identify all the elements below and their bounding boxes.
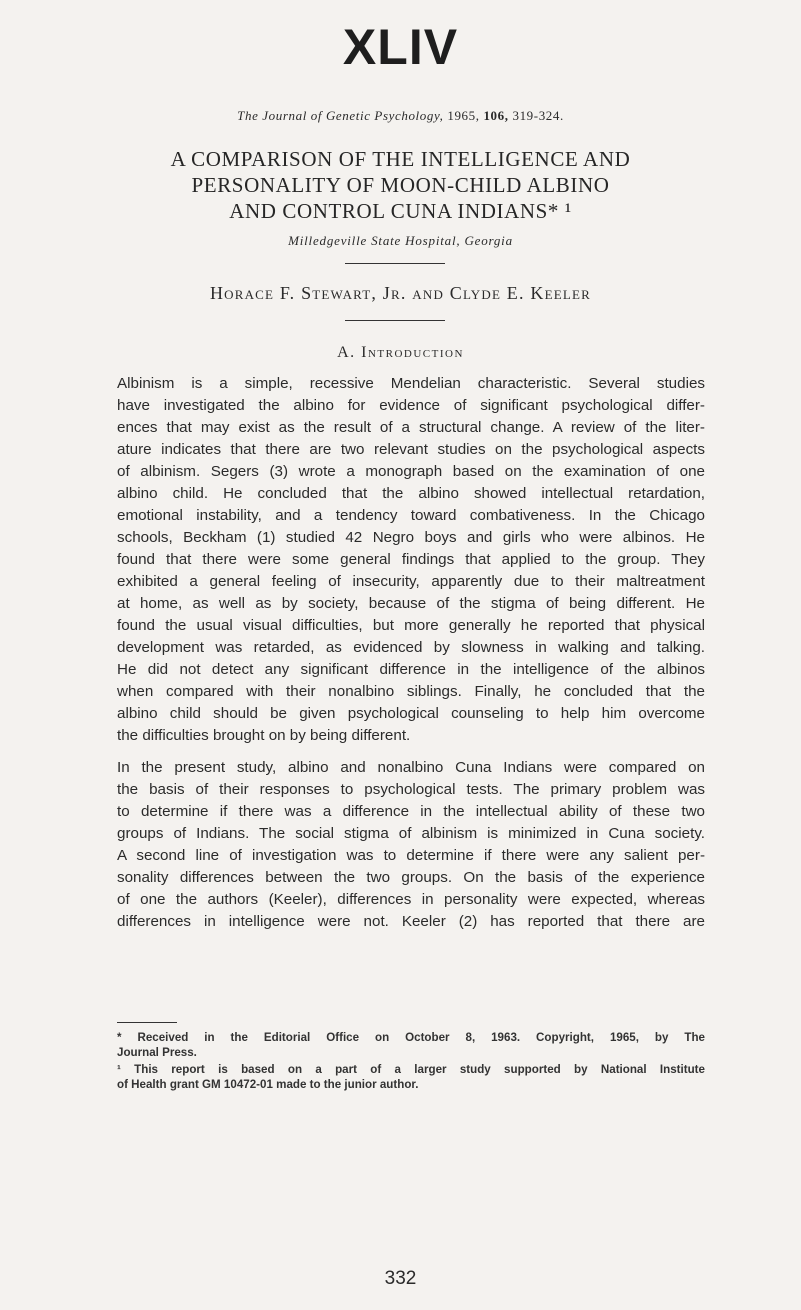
body-line: ature indicates that there are two relevant studies on the psychological aspects — [117, 441, 705, 458]
author-divider — [345, 320, 445, 321]
journal-volume: 106, — [483, 108, 509, 123]
body-line: found the usual visual difficulties, but more generally he reported that physical — [117, 617, 705, 634]
footnote-divider — [117, 1022, 177, 1023]
body-line: albino child. He concluded that the albino showed intellectual retardation, — [117, 485, 705, 502]
body-line: exhibited a general feeling of insecurity, apparently due to their maltreatment — [117, 573, 705, 590]
body-line: A second line of investigation was to determine if there were any salient per- — [117, 847, 705, 864]
page-number: 332 — [384, 1268, 417, 1289]
body-line: emotional instability, and a tendency toward combativeness. In the Chicago — [117, 507, 705, 524]
body-line: He did not detect any significant difference in the intelligence of the albinos — [117, 661, 705, 678]
body-line: Albinism is a simple, recessive Mendelian characteristic. Several studies — [117, 375, 705, 392]
journal-year: 1965, — [447, 108, 480, 123]
body-line: ences that may exist as the result of a structural change. A review of the liter- — [117, 419, 705, 436]
title-divider — [345, 263, 445, 264]
body-line: groups of Indians. The social stigma of albinism is minimized in Cuna society. — [117, 825, 705, 842]
article-title — [100, 146, 701, 224]
title-line: A COMPARISON OF THE INTELLIGENCE AND — [170, 147, 631, 171]
title-line: AND CONTROL CUNA INDIANS* ¹ — [229, 199, 572, 223]
body-line: albino child should be given psychological counseling to help him overcome — [117, 705, 705, 722]
footnote-line: * Received in the Editorial Office on October 8, 1963. Copyright, 1965, by The — [117, 1031, 705, 1044]
body-line: of albinism. Segers (3) wrote a monograph based on the examination of one — [117, 463, 705, 480]
body-line: at home, as well as by society, because of the stigma of being different. He — [117, 595, 705, 612]
body-line: of one the authors (Keeler), differences in personality were expected, whereas — [117, 891, 705, 908]
author-names: Horace F. Stewart, Jr. and Clyde E. Keeler — [209, 283, 592, 303]
volume-roman-numeral: XLIV — [342, 19, 459, 75]
footnote-line: of Health grant GM 10472-01 made to the junior author. — [117, 1078, 419, 1091]
body-line: to determine if there was a difference in the intellectual ability of these two — [117, 803, 705, 820]
journal-citation — [0, 108, 801, 124]
body-line: development was retarded, as evidenced by slowness in walking and talking. — [117, 639, 705, 656]
body-line: In the present study, albino and nonalbino Cuna Indians were compared on — [117, 759, 705, 776]
body-line: schools, Beckham (1) studied 42 Negro boys and girls who were albinos. He — [117, 529, 705, 546]
footnote-line: ¹ This report is based on a part of a larger study supported by National Institute — [117, 1063, 705, 1076]
body-line: have investigated the albino for evidence of significant psychological differ- — [117, 397, 705, 414]
body-line: differences in intelligence were not. Keeler (2) has reported that there are — [117, 913, 705, 930]
title-line: PERSONALITY OF MOON-CHILD ALBINO — [191, 173, 610, 197]
body-line: found that there were some general findings that applied to the group. They — [117, 551, 705, 568]
body-line: when compared with their nonalbino siblings. Finally, he concluded that the — [117, 683, 705, 700]
author-affiliation: Milledgeville State Hospital, Georgia — [288, 233, 513, 248]
body-line: sonality differences between the two groups. On the basis of the experience — [117, 869, 705, 886]
section-heading: A. Introduction — [337, 344, 464, 361]
journal-name: The Journal of Genetic Psychology, — [237, 108, 444, 123]
body-line: the basis of their responses to psychological tests. The primary problem was — [117, 781, 705, 798]
footnote-line: Journal Press. — [117, 1046, 197, 1059]
journal-pages: 319-324. — [512, 108, 564, 123]
body-line: the difficulties brought on by being different. — [117, 727, 411, 744]
